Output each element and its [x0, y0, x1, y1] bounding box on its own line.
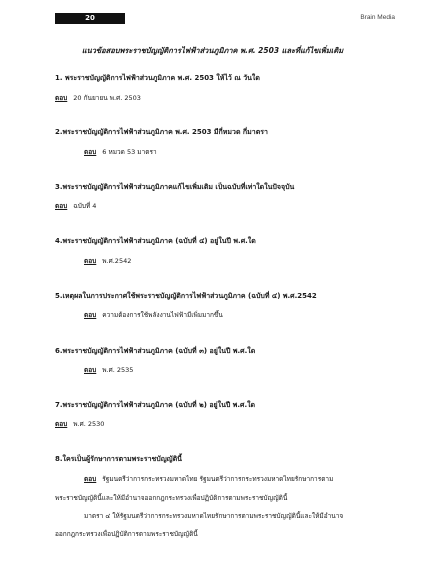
question-2: 2.พระราชบัญญัติการไฟฟ้าส่วนภูมิภาค พ.ศ. 2503 มีกี่หมวด กี่มาตรา [55, 128, 268, 136]
answer-8 [84, 474, 414, 484]
answer-text: พ.ศ.2542 [102, 257, 132, 265]
answer-text: 6 หมวด 53 มาตรา [102, 148, 157, 156]
question-7: 7.พระราชบัญญัติการไฟฟ้าส่วนภูมิภาค (ฉบับที่ ๒) อยู่ในปี พ.ศ.ใด [55, 401, 256, 409]
answer-4 [84, 256, 414, 266]
question-6: 6.พระราชบัญญัติการไฟฟ้าส่วนภูมิภาค (ฉบับที่ ๓) อยู่ในปี พ.ศ.ใด [55, 347, 256, 355]
answer-label: ตอบ [84, 366, 97, 374]
answer-3 [55, 201, 385, 211]
answer-text: พ.ศ. 2535 [102, 366, 134, 374]
document-title: แนวข้อสอบพระราชบัญญัติการไฟฟ้าส่วนภูมิภาค พ.ศ. 2503 และที่แก้ไขเพิ่มเติม [81, 46, 344, 55]
page-header [55, 13, 395, 24]
answer-label: ตอบ [55, 94, 68, 102]
question-8: 8.ใครเป็นผู้รักษาการตามพระราชบัญญัตินี้ [55, 455, 182, 463]
answer-1 [55, 93, 385, 103]
brand-name: Brain Media [360, 14, 395, 21]
answer-text: 20 กันยายน พ.ศ. 2503 [73, 94, 141, 102]
answer-label: ตอบ [84, 475, 97, 483]
answer-label: ตอบ [84, 148, 97, 156]
answer-5 [84, 310, 414, 320]
question-5: 5.เหตุผลในการประกาศใช้พระราชบัญญัติการไฟฟ้าส่วนภูมิภาค (ฉบับที่ ๔) พ.ศ.2542 [55, 292, 317, 300]
answer-label: ตอบ [55, 420, 68, 428]
answer-text: พ.ศ. 2530 [73, 420, 105, 428]
answer-label: ตอบ [84, 311, 97, 319]
answer-text: ฉบับที่ 4 [73, 202, 97, 210]
answer-label: ตอบ [84, 257, 97, 265]
question-1: 1. พระราชบัญญัติการไฟฟ้าส่วนภูมิภาค พ.ศ. 2503 ให้ไว้ ณ วันใด [55, 74, 260, 82]
answer-6 [84, 365, 414, 375]
page-number-badge: 20 [55, 13, 125, 24]
question-3: 3.พระราชบัญญัติการไฟฟ้าส่วนภูมิภาคแก้ไขเพิ่มเติม เป็นฉบับที่เท่าใดในปัจจุบัน [55, 183, 295, 191]
answer-8-continuation-2: มาตรา ๔ ให้รัฐมนตรีว่าการกระทรวงมหาดไทยรักษาการตามพระราชบัญญัตินี้และให้มีอำนาจ [84, 512, 344, 520]
answer-2 [84, 147, 414, 157]
answer-text: ความต้องการใช้พลังงานไฟฟ้ามีเพิ่มมากขึ้น [102, 311, 223, 319]
answer-8-continuation-1: พระราชบัญญัตินี้และให้มีอำนาจออกกฎกระทรวงเพื่อปฏิบัติการตามพระราชบัญญัตินี้ [55, 494, 288, 502]
answer-7 [55, 419, 385, 429]
answer-label: ตอบ [55, 202, 68, 210]
question-4: 4.พระราชบัญญัติการไฟฟ้าส่วนภูมิภาค (ฉบับที่ ๔) อยู่ในปี พ.ศ.ใด [55, 237, 256, 245]
answer-text: รัฐมนตรีว่าการกระทรวงมหาดไทย รัฐมนตรีว่าการกระทรวงมหาดไทยรักษาการตาม [102, 475, 334, 483]
answer-8-continuation-3: ออกกฎกระทรวงเพื่อปฏิบัติการตามพระราชบัญญัตินี้ [55, 530, 198, 538]
